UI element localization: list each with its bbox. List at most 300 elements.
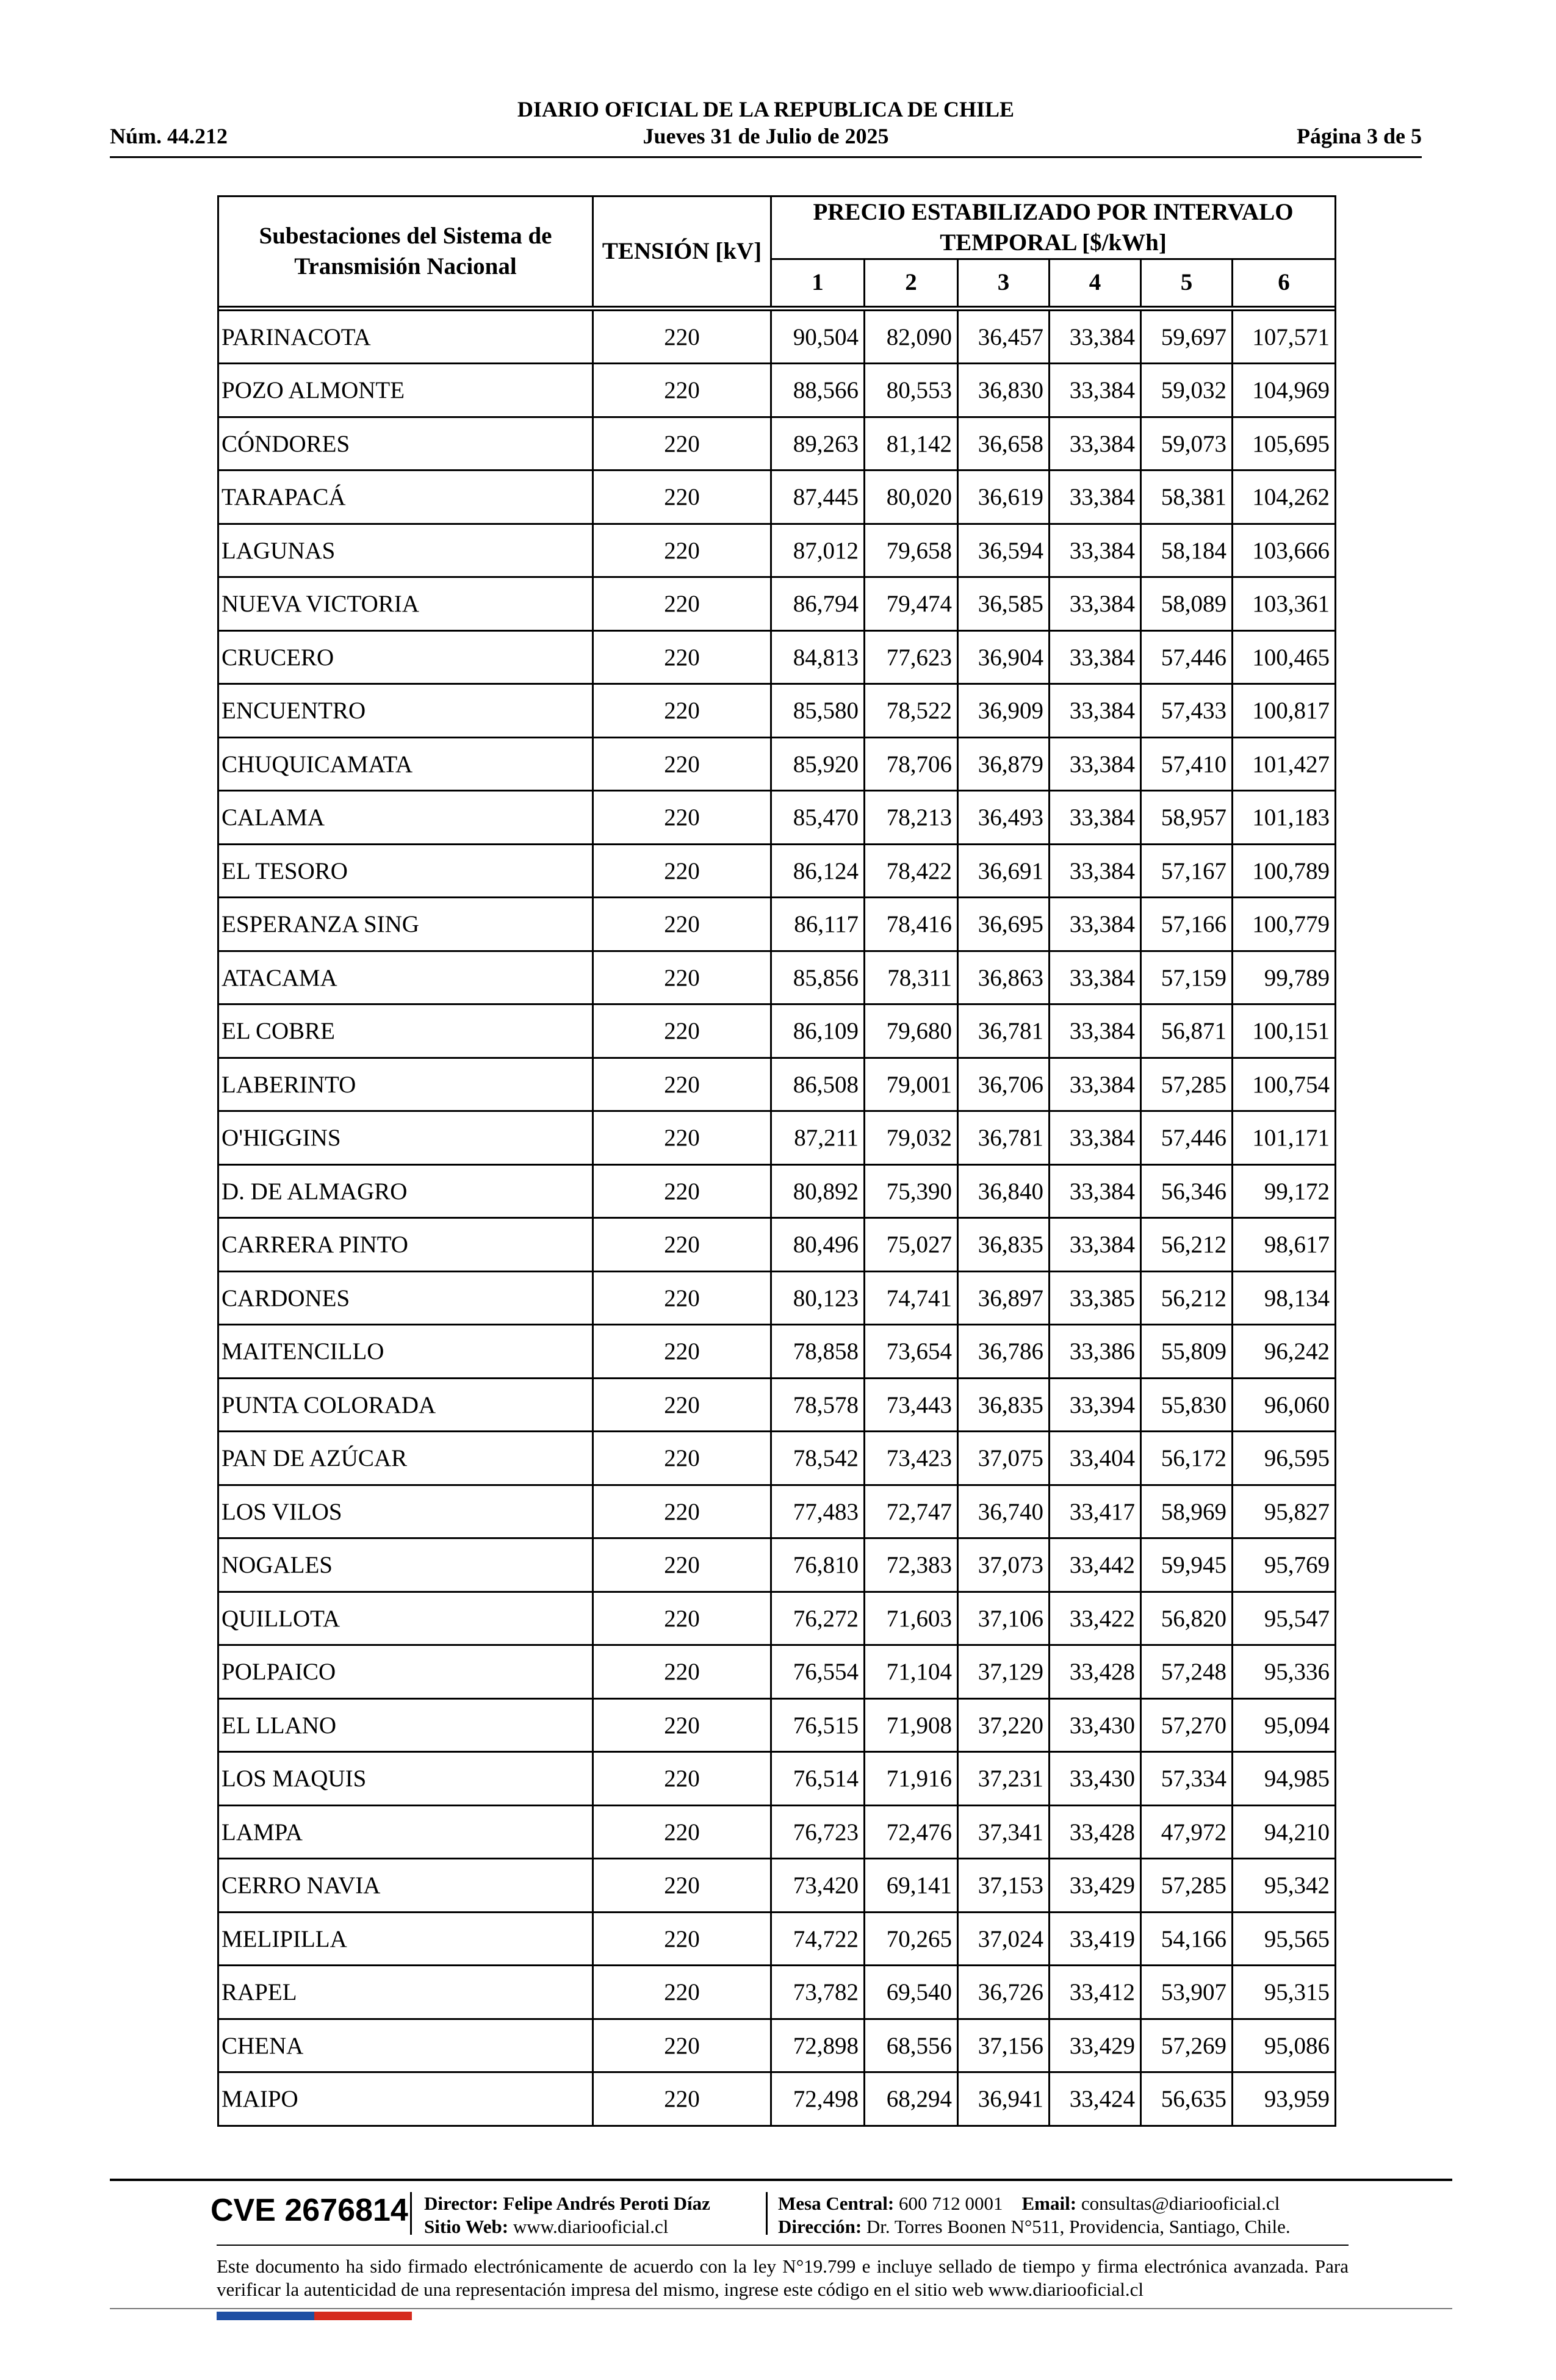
- price-cell: 103,666: [1233, 524, 1336, 577]
- price-cell: 56,212: [1141, 1271, 1233, 1325]
- price-cell: 85,856: [771, 951, 865, 1004]
- table-row: [218, 1058, 1336, 1111]
- table-row: [218, 1645, 1336, 1699]
- voltage-cell: 220: [593, 2019, 771, 2072]
- price-cell: 33,419: [1050, 1912, 1141, 1966]
- price-cell: 76,810: [771, 1538, 865, 1592]
- substation-name: RAPEL: [218, 1966, 593, 2019]
- email-link[interactable]: consultas@diariooficial.cl: [1081, 2193, 1280, 2214]
- price-cell: 95,342: [1233, 1859, 1336, 1913]
- substation-name: CALAMA: [218, 791, 593, 845]
- substation-name: O'HIGGINS: [218, 1111, 593, 1165]
- price-cell: 71,916: [865, 1752, 958, 1806]
- price-cell: 90,504: [771, 310, 865, 364]
- price-cell: 56,871: [1141, 1004, 1233, 1058]
- price-cell: 103,361: [1233, 577, 1336, 631]
- price-cell: 36,691: [958, 844, 1050, 898]
- table-row: [218, 1805, 1336, 1859]
- newspaper-title: DIARIO OFICIAL DE LA REPUBLICA DE CHILE: [517, 97, 1015, 121]
- voltage-cell: 220: [593, 524, 771, 577]
- voltage-cell: 220: [593, 471, 771, 524]
- price-cell: 73,423: [865, 1432, 958, 1485]
- price-cell: 36,897: [958, 1271, 1050, 1325]
- price-cell: 58,089: [1141, 577, 1233, 631]
- voltage-cell: 220: [593, 1432, 771, 1485]
- price-cell: 36,585: [958, 577, 1050, 631]
- page-header: [110, 96, 1422, 156]
- price-cell: 33,384: [1050, 364, 1141, 417]
- price-cell: 33,394: [1050, 1378, 1141, 1432]
- price-cell: 36,830: [958, 364, 1050, 417]
- price-cell: 70,265: [865, 1912, 958, 1966]
- substation-name: CHENA: [218, 2019, 593, 2072]
- substation-name: LABERINTO: [218, 1058, 593, 1111]
- substation-name: PARINACOTA: [218, 310, 593, 364]
- substation-name: MELIPILLA: [218, 1912, 593, 1966]
- voltage-cell: 220: [593, 844, 771, 898]
- voltage-cell: 220: [593, 1645, 771, 1699]
- substation-name: CRUCERO: [218, 630, 593, 684]
- price-cell: 101,171: [1233, 1111, 1336, 1165]
- price-cell: 57,285: [1141, 1058, 1233, 1111]
- substation-name: CERRO NAVIA: [218, 1859, 593, 1913]
- table-row: [218, 1271, 1336, 1325]
- price-cell: 56,346: [1141, 1164, 1233, 1218]
- price-cell: 79,032: [865, 1111, 958, 1165]
- voltage-cell: 220: [593, 791, 771, 845]
- price-cell: 54,166: [1141, 1912, 1233, 1966]
- price-cell: 57,410: [1141, 737, 1233, 791]
- substation-name: LOS MAQUIS: [218, 1752, 593, 1806]
- price-cell: 101,427: [1233, 737, 1336, 791]
- substation-name: CÓNDORES: [218, 417, 593, 471]
- price-cell: 33,384: [1050, 1218, 1141, 1272]
- price-cell: 85,920: [771, 737, 865, 791]
- voltage-cell: 220: [593, 577, 771, 631]
- voltage-cell: 220: [593, 684, 771, 738]
- interval-header-5: 5: [1141, 259, 1233, 306]
- price-cell: 36,706: [958, 1058, 1050, 1111]
- voltage-cell: 220: [593, 1218, 771, 1272]
- price-cell: 33,422: [1050, 1592, 1141, 1645]
- site-link[interactable]: www.diariooficial.cl: [513, 2216, 669, 2237]
- price-cell: 78,542: [771, 1432, 865, 1485]
- price-cell: 57,433: [1141, 684, 1233, 738]
- price-cell: 79,001: [865, 1058, 958, 1111]
- price-cell: 33,385: [1050, 1271, 1141, 1325]
- price-cell: 57,159: [1141, 951, 1233, 1004]
- voltage-cell: 220: [593, 1004, 771, 1058]
- substation-name: LAMPA: [218, 1805, 593, 1859]
- legal-notice: Este documento ha sido firmado electrónicamente de acuerdo con la ley N°19.799 e incluye sellado de tiempo y firma electrónica avanzada. Para verificar la autenticidad de una representación impresa del mismo, ingrese este código en el sitio web www.diariooficial.cl: [217, 2256, 1349, 2300]
- table-row: [218, 1538, 1336, 1592]
- price-cell: 95,094: [1233, 1698, 1336, 1752]
- voltage-cell: 220: [593, 1698, 771, 1752]
- price-cell: 96,060: [1233, 1378, 1336, 1432]
- price-cell: 36,781: [958, 1111, 1050, 1165]
- voltage-cell: 220: [593, 1966, 771, 2019]
- price-cell: 85,580: [771, 684, 865, 738]
- price-cell: 85,470: [771, 791, 865, 845]
- price-cell: 36,726: [958, 1966, 1050, 2019]
- table-row: [218, 364, 1336, 417]
- voltage-cell: 220: [593, 1378, 771, 1432]
- price-cell: 37,073: [958, 1538, 1050, 1592]
- price-cell: 77,623: [865, 630, 958, 684]
- price-cell: 79,474: [865, 577, 958, 631]
- price-cell: 86,124: [771, 844, 865, 898]
- price-cell: 36,740: [958, 1485, 1050, 1538]
- footer-divider: [110, 2179, 1452, 2181]
- table-row: [218, 577, 1336, 631]
- price-cell: 74,741: [865, 1271, 958, 1325]
- price-cell: 107,571: [1233, 310, 1336, 364]
- price-cell: 78,311: [865, 951, 958, 1004]
- price-cell: 75,390: [865, 1164, 958, 1218]
- price-cell: 33,384: [1050, 791, 1141, 845]
- price-cell: 76,514: [771, 1752, 865, 1806]
- voltage-cell: 220: [593, 1164, 771, 1218]
- issue-number: Núm. 44.212: [110, 124, 228, 148]
- substation-name: QUILLOTA: [218, 1592, 593, 1645]
- price-cell: 86,109: [771, 1004, 865, 1058]
- price-cell: 95,086: [1233, 2019, 1336, 2072]
- price-cell: 99,172: [1233, 1164, 1336, 1218]
- voltage-cell: 220: [593, 1805, 771, 1859]
- price-cell: 56,212: [1141, 1218, 1233, 1272]
- voltage-cell: 220: [593, 1325, 771, 1379]
- price-cell: 57,446: [1141, 1111, 1233, 1165]
- price-cell: 100,151: [1233, 1004, 1336, 1058]
- price-cell: 82,090: [865, 310, 958, 364]
- price-cell: 95,769: [1233, 1538, 1336, 1592]
- price-cell: 57,285: [1141, 1859, 1233, 1913]
- voltage-cell: 220: [593, 1538, 771, 1592]
- price-cell: 33,384: [1050, 417, 1141, 471]
- price-cell: 56,172: [1141, 1432, 1233, 1485]
- price-cell: 94,210: [1233, 1805, 1336, 1859]
- table-row: [218, 1485, 1336, 1538]
- substation-name: PAN DE AZÚCAR: [218, 1432, 593, 1485]
- price-cell: 36,786: [958, 1325, 1050, 1379]
- price-cell: 33,442: [1050, 1538, 1141, 1592]
- price-cell: 72,747: [865, 1485, 958, 1538]
- substation-name: LAGUNAS: [218, 524, 593, 577]
- table-row: [218, 1325, 1336, 1379]
- director-name: Felipe Andrés Peroti Díaz: [503, 2193, 710, 2214]
- price-cell: 57,248: [1141, 1645, 1233, 1699]
- price-cell: 100,465: [1233, 630, 1336, 684]
- price-cell: 78,858: [771, 1325, 865, 1379]
- price-cell: 36,941: [958, 2072, 1050, 2126]
- price-cell: 33,384: [1050, 471, 1141, 524]
- interval-header-2: 2: [865, 259, 958, 306]
- price-cell: 80,892: [771, 1164, 865, 1218]
- substation-name: CARDONES: [218, 1271, 593, 1325]
- col-header-voltage: TENSIÓN [kV]: [593, 197, 771, 307]
- table-row: [218, 417, 1336, 471]
- price-cell: 69,141: [865, 1859, 958, 1913]
- price-cell: 87,211: [771, 1111, 865, 1165]
- price-cell: 37,024: [958, 1912, 1050, 1966]
- table-row: [218, 1164, 1336, 1218]
- price-cell: 68,556: [865, 2019, 958, 2072]
- price-cell: 94,985: [1233, 1752, 1336, 1806]
- price-cell: 72,476: [865, 1805, 958, 1859]
- price-cell: 100,754: [1233, 1058, 1336, 1111]
- interval-header-3: 3: [958, 259, 1050, 306]
- substation-name: ATACAMA: [218, 951, 593, 1004]
- voltage-cell: 220: [593, 2072, 771, 2126]
- price-cell: 80,553: [865, 364, 958, 417]
- price-cell: 37,153: [958, 1859, 1050, 1913]
- cve-code: CVE 2676814: [211, 2193, 408, 2228]
- price-cell: 76,554: [771, 1645, 865, 1699]
- substation-name: ENCUENTRO: [218, 684, 593, 738]
- price-cell: 96,595: [1233, 1432, 1336, 1485]
- price-cell: 87,445: [771, 471, 865, 524]
- address: Dr. Torres Boonen N°511, Providencia, Santiago, Chile.: [866, 2216, 1291, 2237]
- price-cell: 95,336: [1233, 1645, 1336, 1699]
- price-cell: 86,794: [771, 577, 865, 631]
- price-cell: 58,381: [1141, 471, 1233, 524]
- table-row: [218, 898, 1336, 951]
- voltage-cell: 220: [593, 1592, 771, 1645]
- price-cell: 98,134: [1233, 1271, 1336, 1325]
- voltage-cell: 220: [593, 630, 771, 684]
- voltage-cell: 220: [593, 1859, 771, 1913]
- price-cell: 33,384: [1050, 524, 1141, 577]
- price-cell: 86,117: [771, 898, 865, 951]
- header-divider: [110, 156, 1422, 158]
- price-cell: 36,781: [958, 1004, 1050, 1058]
- price-cell: 73,420: [771, 1859, 865, 1913]
- substation-name: TARAPACÁ: [218, 471, 593, 524]
- price-cell: 57,269: [1141, 2019, 1233, 2072]
- interval-header-1: 1: [771, 259, 865, 306]
- price-cell: 36,457: [958, 310, 1050, 364]
- price-cell: 78,213: [865, 791, 958, 845]
- price-cell: 80,496: [771, 1218, 865, 1272]
- table-row: [218, 471, 1336, 524]
- substation-name: NOGALES: [218, 1538, 593, 1592]
- table-row: [218, 1111, 1336, 1165]
- phone-number: 600 712 0001: [899, 2193, 1003, 2214]
- substation-name: ESPERANZA SING: [218, 898, 593, 951]
- price-cell: 59,697: [1141, 310, 1233, 364]
- price-cell: 58,184: [1141, 524, 1233, 577]
- price-cell: 33,384: [1050, 844, 1141, 898]
- table-row: [218, 630, 1336, 684]
- price-cell: 75,027: [865, 1218, 958, 1272]
- voltage-cell: 220: [593, 1752, 771, 1806]
- price-cell: 33,429: [1050, 2019, 1141, 2072]
- price-cell: 59,032: [1141, 364, 1233, 417]
- substation-name: POLPAICO: [218, 1645, 593, 1699]
- table-row: [218, 1378, 1336, 1432]
- table-row: [218, 1966, 1336, 2019]
- director-block: Director: Felipe Andrés Peroti Díaz Sitio Web: www.diariooficial.cl: [424, 2193, 710, 2237]
- substation-name: NUEVA VICTORIA: [218, 577, 593, 631]
- price-cell: 69,540: [865, 1966, 958, 2019]
- price-cell: 33,386: [1050, 1325, 1141, 1379]
- price-cell: 101,183: [1233, 791, 1336, 845]
- table-row: [218, 2019, 1336, 2072]
- price-cell: 93,959: [1233, 2072, 1336, 2126]
- price-cell: 99,789: [1233, 951, 1336, 1004]
- price-cell: 33,404: [1050, 1432, 1141, 1485]
- contact-block: Mesa Central: 600 712 0001 Email: consultas@diariooficial.cl Dirección: Dr. Torres Boonen N°511, Providencia, Santiago, Chile.: [778, 2193, 1291, 2237]
- price-cell: 57,446: [1141, 630, 1233, 684]
- price-cell: 100,817: [1233, 684, 1336, 738]
- voltage-cell: 220: [593, 364, 771, 417]
- price-cell: 104,969: [1233, 364, 1336, 417]
- voltage-cell: 220: [593, 310, 771, 364]
- price-cell: 78,706: [865, 737, 958, 791]
- price-cell: 37,220: [958, 1698, 1050, 1752]
- price-cell: 36,493: [958, 791, 1050, 845]
- page-footer: [110, 2179, 1452, 2325]
- price-cell: 37,129: [958, 1645, 1050, 1699]
- table-row: [218, 791, 1336, 845]
- price-cell: 36,909: [958, 684, 1050, 738]
- issue-date: Jueves 31 de Julio de 2025: [643, 124, 889, 148]
- price-cell: 78,422: [865, 844, 958, 898]
- price-cell: 57,270: [1141, 1698, 1233, 1752]
- substation-name: MAIPO: [218, 2072, 593, 2126]
- substation-name: MAITENCILLO: [218, 1325, 593, 1379]
- voltage-cell: 220: [593, 737, 771, 791]
- price-cell: 33,384: [1050, 737, 1141, 791]
- table-row: [218, 1004, 1336, 1058]
- price-cell: 77,483: [771, 1485, 865, 1538]
- price-cell: 79,680: [865, 1004, 958, 1058]
- price-cell: 58,957: [1141, 791, 1233, 845]
- price-cell: 87,012: [771, 524, 865, 577]
- price-cell: 95,315: [1233, 1966, 1336, 2019]
- table-row: [218, 951, 1336, 1004]
- price-cell: 57,167: [1141, 844, 1233, 898]
- price-cell: 36,840: [958, 1164, 1050, 1218]
- price-cell: 88,566: [771, 364, 865, 417]
- price-cell: 36,695: [958, 898, 1050, 951]
- price-cell: 33,428: [1050, 1645, 1141, 1699]
- voltage-cell: 220: [593, 898, 771, 951]
- footer-separator: [766, 2192, 768, 2235]
- price-cell: 105,695: [1233, 417, 1336, 471]
- price-cell: 57,334: [1141, 1752, 1233, 1806]
- table-row: [218, 844, 1336, 898]
- price-cell: 95,827: [1233, 1485, 1336, 1538]
- price-cell: 86,508: [771, 1058, 865, 1111]
- price-cell: 89,263: [771, 417, 865, 471]
- price-cell: 55,809: [1141, 1325, 1233, 1379]
- footer-inner-divider: [217, 2245, 1349, 2246]
- price-cell: 33,384: [1050, 310, 1141, 364]
- price-cell: 95,547: [1233, 1592, 1336, 1645]
- table-row: [218, 1432, 1336, 1485]
- footer-separator: [410, 2192, 412, 2235]
- voltage-cell: 220: [593, 1058, 771, 1111]
- price-cell: 33,384: [1050, 630, 1141, 684]
- price-cell: 76,272: [771, 1592, 865, 1645]
- interval-header-6: 6: [1233, 259, 1336, 306]
- price-cell: 59,945: [1141, 1538, 1233, 1592]
- price-cell: 33,384: [1050, 1164, 1141, 1218]
- price-cell: 33,384: [1050, 1058, 1141, 1111]
- price-cell: 36,835: [958, 1218, 1050, 1272]
- price-cell: 59,073: [1141, 417, 1233, 471]
- price-cell: 37,075: [958, 1432, 1050, 1485]
- table-row: [218, 1859, 1336, 1913]
- table-row: [218, 1592, 1336, 1645]
- price-cell: 80,020: [865, 471, 958, 524]
- price-cell: 33,428: [1050, 1805, 1141, 1859]
- footer-bottom-divider: [110, 2308, 1452, 2309]
- price-cell: 33,417: [1050, 1485, 1141, 1538]
- table-row: [218, 737, 1336, 791]
- table-row: [218, 1218, 1336, 1272]
- substation-name: EL COBRE: [218, 1004, 593, 1058]
- price-cell: 104,262: [1233, 471, 1336, 524]
- price-cell: 71,104: [865, 1645, 958, 1699]
- price-cell: 76,723: [771, 1805, 865, 1859]
- substation-name: D. DE ALMAGRO: [218, 1164, 593, 1218]
- price-cell: 84,813: [771, 630, 865, 684]
- table-row: [218, 684, 1336, 738]
- price-cell: 36,879: [958, 737, 1050, 791]
- price-cell: 33,430: [1050, 1698, 1141, 1752]
- price-cell: 36,904: [958, 630, 1050, 684]
- price-cell: 47,972: [1141, 1805, 1233, 1859]
- interval-header-4: 4: [1050, 259, 1141, 306]
- price-cell: 78,416: [865, 898, 958, 951]
- price-cell: 37,106: [958, 1592, 1050, 1645]
- price-cell: 98,617: [1233, 1218, 1336, 1272]
- price-cell: 53,907: [1141, 1966, 1233, 2019]
- table-row: [218, 1752, 1336, 1806]
- substation-name: EL TESORO: [218, 844, 593, 898]
- voltage-cell: 220: [593, 951, 771, 1004]
- table-row: [218, 2072, 1336, 2126]
- price-cell: 33,412: [1050, 1966, 1141, 2019]
- price-cell: 71,908: [865, 1698, 958, 1752]
- price-cell: 56,820: [1141, 1592, 1233, 1645]
- table-body: [218, 310, 1336, 2126]
- substation-name: PUNTA COLORADA: [218, 1378, 593, 1432]
- price-cell: 80,123: [771, 1271, 865, 1325]
- price-cell: 33,384: [1050, 577, 1141, 631]
- price-cell: 57,166: [1141, 898, 1233, 951]
- price-cell: 36,619: [958, 471, 1050, 524]
- voltage-cell: 220: [593, 417, 771, 471]
- price-cell: 100,779: [1233, 898, 1336, 951]
- voltage-cell: 220: [593, 1912, 771, 1966]
- flag-stripe-red: [314, 2312, 412, 2320]
- flag-stripe-blue: [217, 2312, 314, 2320]
- voltage-cell: 220: [593, 1271, 771, 1325]
- table-row: [218, 524, 1336, 577]
- table-row: [218, 310, 1336, 364]
- price-cell: 36,863: [958, 951, 1050, 1004]
- price-cell: 58,969: [1141, 1485, 1233, 1538]
- price-cell: 76,515: [771, 1698, 865, 1752]
- price-cell: 72,898: [771, 2019, 865, 2072]
- col-header-substation: Subestaciones del Sistema de Transmisión Nacional: [218, 197, 593, 307]
- price-cell: 33,384: [1050, 1004, 1141, 1058]
- price-cell: 72,383: [865, 1538, 958, 1592]
- voltage-cell: 220: [593, 1485, 771, 1538]
